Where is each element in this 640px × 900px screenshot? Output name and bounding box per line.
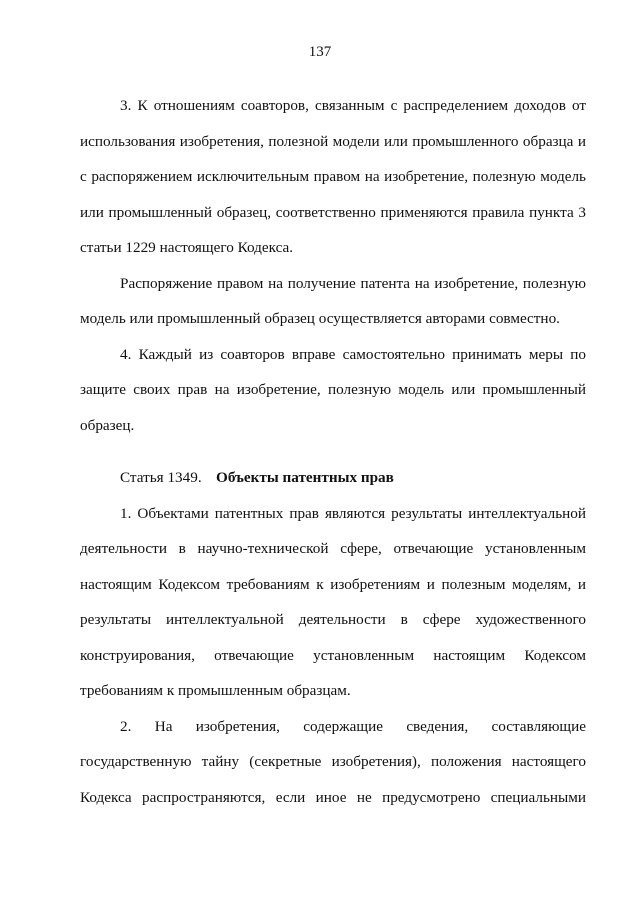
text-line: использования изобретения, полезной модели или промышленного образца и <box>80 132 586 150</box>
paragraph-coauthor-relations <box>80 88 586 266</box>
text-line: 1. Объектами патентных прав являются результаты интеллектуальной <box>120 504 586 522</box>
paragraph-coauthor-rights <box>80 337 586 444</box>
text-line: 3. К отношениям соавторов, связанным с распределением доходов от <box>120 97 586 114</box>
page-number: 137 <box>308 44 332 60</box>
article-heading <box>80 460 586 496</box>
text-line: образец. <box>80 416 135 434</box>
text-line: деятельности в научно-технической сфере, отвечающие установленным <box>80 540 586 557</box>
article-number: Статья 1349. <box>120 469 202 486</box>
text-line: настоящим Кодексом требованиям к изобретениям и полезным моделям, и <box>80 575 586 593</box>
paragraph-secret-inventions <box>80 709 586 816</box>
section-gap <box>80 443 586 460</box>
text-line: Распоряжение правом на получение патента на изобретение, полезную <box>120 274 586 292</box>
text-line: модель или промышленный образец осуществляется авторами совместно. <box>80 310 560 327</box>
text-line: конструирования, отвечающие установленным настоящим Кодексом <box>80 646 586 664</box>
text-line: Кодекса распространяются, если иное не предусмотрено специальными <box>80 788 586 806</box>
text-line: государственную тайну (секретные изобретения), положения настоящего <box>80 753 586 770</box>
text-line: с распоряжением исключительным правом на изобретение, полезную модель <box>80 168 586 185</box>
text-line: защите своих прав на изобретение, полезную модель или промышленный <box>80 381 586 398</box>
text-line: статьи 1229 настоящего Кодекса. <box>80 239 294 256</box>
paragraph-patent-disposal <box>80 266 586 337</box>
text-line: требованиям к промышленным образцам. <box>80 682 351 699</box>
article-title: Объекты патентных прав <box>216 469 394 486</box>
body-text <box>80 88 586 815</box>
text-line: или промышленный образец, соответственно применяются правила пункта 3 <box>80 203 586 221</box>
text-line: 2. На изобретения, содержащие сведения, составляющие <box>120 717 586 735</box>
text-line: результаты интеллектуальной деятельности в сфере художественного <box>80 611 586 628</box>
paragraph-patent-objects <box>80 496 586 709</box>
text-line: 4. Каждый из соавторов вправе самостоятельно принимать меры по <box>120 345 586 363</box>
